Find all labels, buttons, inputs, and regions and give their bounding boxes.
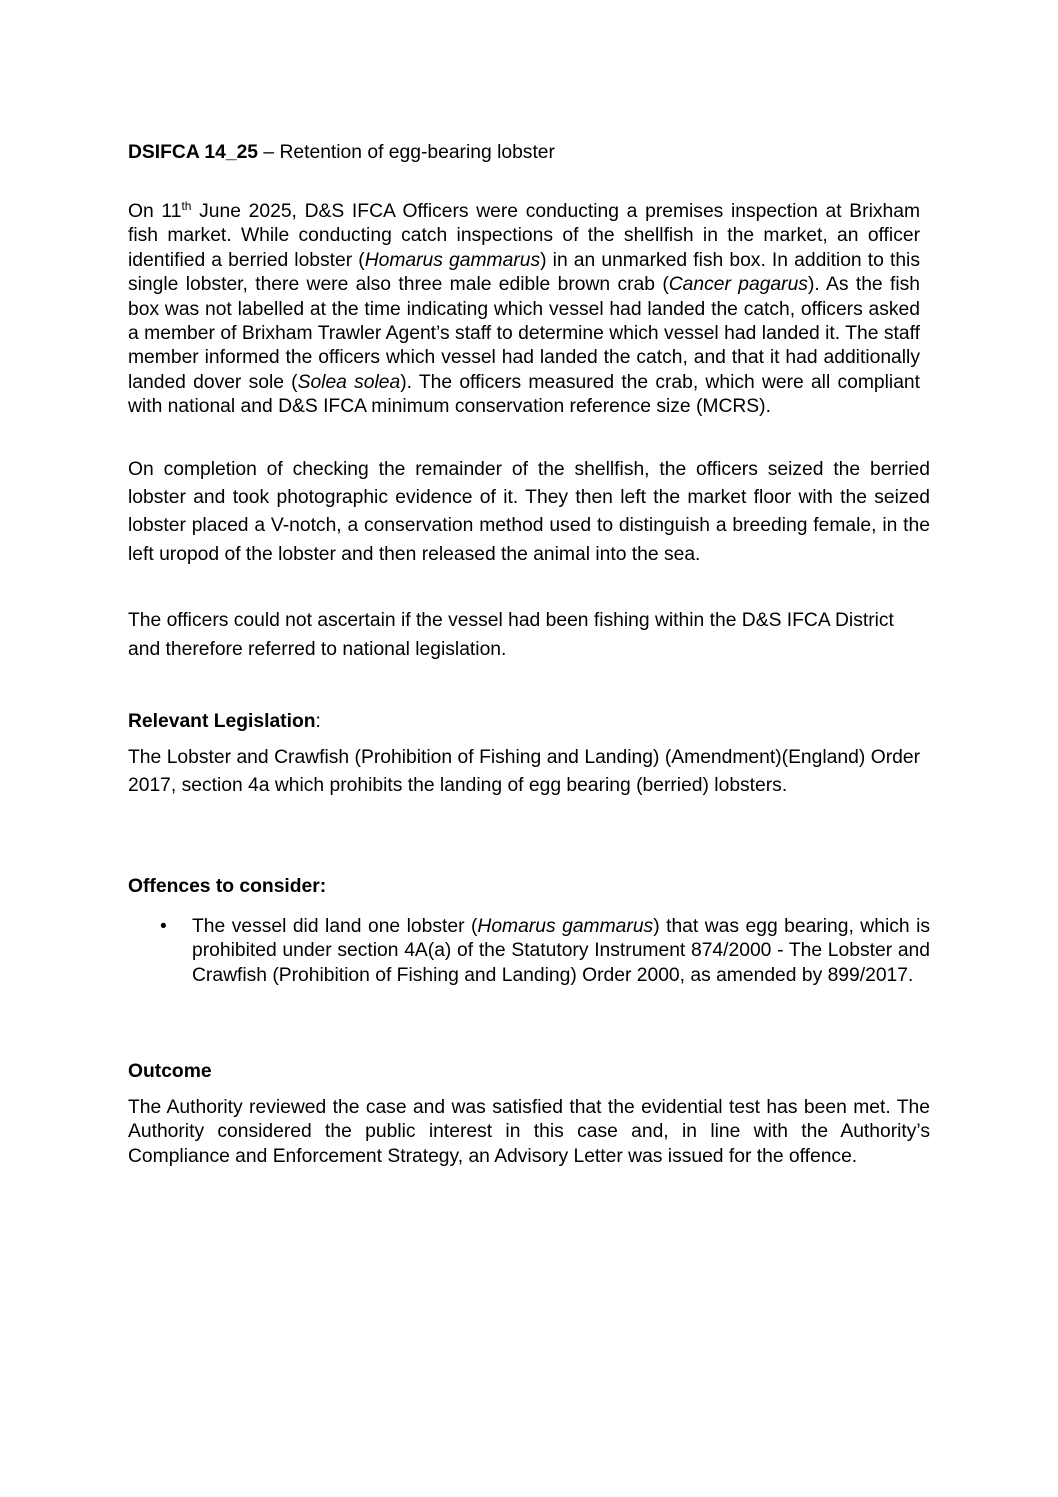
seizure-paragraph: On completion of checking the remainder of the shellfish, the officers seized the berried lobster and took photographic evidence of it. They then left the market floor with the seized lobster placed a V-notch, a conservation method used to distinguish a breeding female, in the left uropod of the lobster and then released the animal into the sea. xyxy=(128,459,930,565)
outcome-heading-text: Outcome xyxy=(128,1061,212,1082)
text-run: ). As the fish box was not labelled at the time indicating which vessel had landed the catch, officers asked a member of Brixham Trawler Agent’s staff to determine which vessel had landed it. The staff member informed the officers which vessel had landed the catch, and that it had additionally landed dover sole ( xyxy=(128,274,920,393)
case-code: DSIFCA 14_25 xyxy=(128,142,259,163)
offences-heading-text: Offences to consider: xyxy=(128,876,327,897)
ordinal-suffix: th xyxy=(181,199,192,213)
offences-list xyxy=(128,915,930,988)
text-run: ) that was egg bearing, which is prohibited under section 4A(a) of the Statutory Instrument 874/2000 - The Lobster and Crawfish (Prohibition of Fishing and Landing) Order 2000, as amended by 899/2017. xyxy=(192,916,930,986)
offences-heading xyxy=(128,875,920,899)
text-run: ) in an unmarked fish box. In addition to this single lobster, there were also three male edible brown crab ( xyxy=(128,249,920,296)
legislation-text: The Lobster and Crawfish (Prohibition of Fishing and Landing) (Amendment)(England) Order 2017, section 4a which prohibits the landing of egg bearing (berried) lobsters. xyxy=(128,747,920,797)
legislation-heading xyxy=(128,710,920,734)
outcome-text: The Authority reviewed the case and was satisfied that the evidential test has been met. The Authority considered the public interest in this case and, in line with the Authority’s Compliance and Enforcement Strategy, an Advisory Letter was issued for the offence. xyxy=(128,1097,930,1167)
outcome-heading xyxy=(128,1060,920,1084)
text-run: June 2025, D&S IFCA Officers were conducting a premises inspection at Brixham fish market. While conducting catch inspections of the shellfish in the market, an officer identified a berried lobster ( xyxy=(128,201,921,271)
species-name: Homarus gammarus xyxy=(477,916,654,937)
species-name: Solea solea xyxy=(297,371,401,393)
species-name: Cancer pagarus xyxy=(668,274,808,296)
case-subject: – Retention of egg-bearing lobster xyxy=(258,142,555,163)
text-run: On 11 xyxy=(128,201,182,222)
bullet-icon: • xyxy=(160,916,167,937)
list-item xyxy=(128,915,930,988)
legislation-heading-text: Relevant Legislation xyxy=(128,711,316,732)
species-name: Homarus gammarus xyxy=(364,249,541,271)
text-run: The vessel did land one lobster ( xyxy=(192,916,478,937)
legislation-heading-colon: : xyxy=(315,711,321,732)
case-title xyxy=(128,141,920,165)
summary-paragraph xyxy=(128,200,920,420)
jurisdiction-paragraph: The officers could not ascertain if the vessel had been fishing within the D&S IFCA District and therefore referred to national legislation. xyxy=(128,610,894,660)
text-run: ). The officers measured the crab, which were all compliant with national and D&S IFCA minimum conservation reference size (MCRS). xyxy=(128,371,920,418)
